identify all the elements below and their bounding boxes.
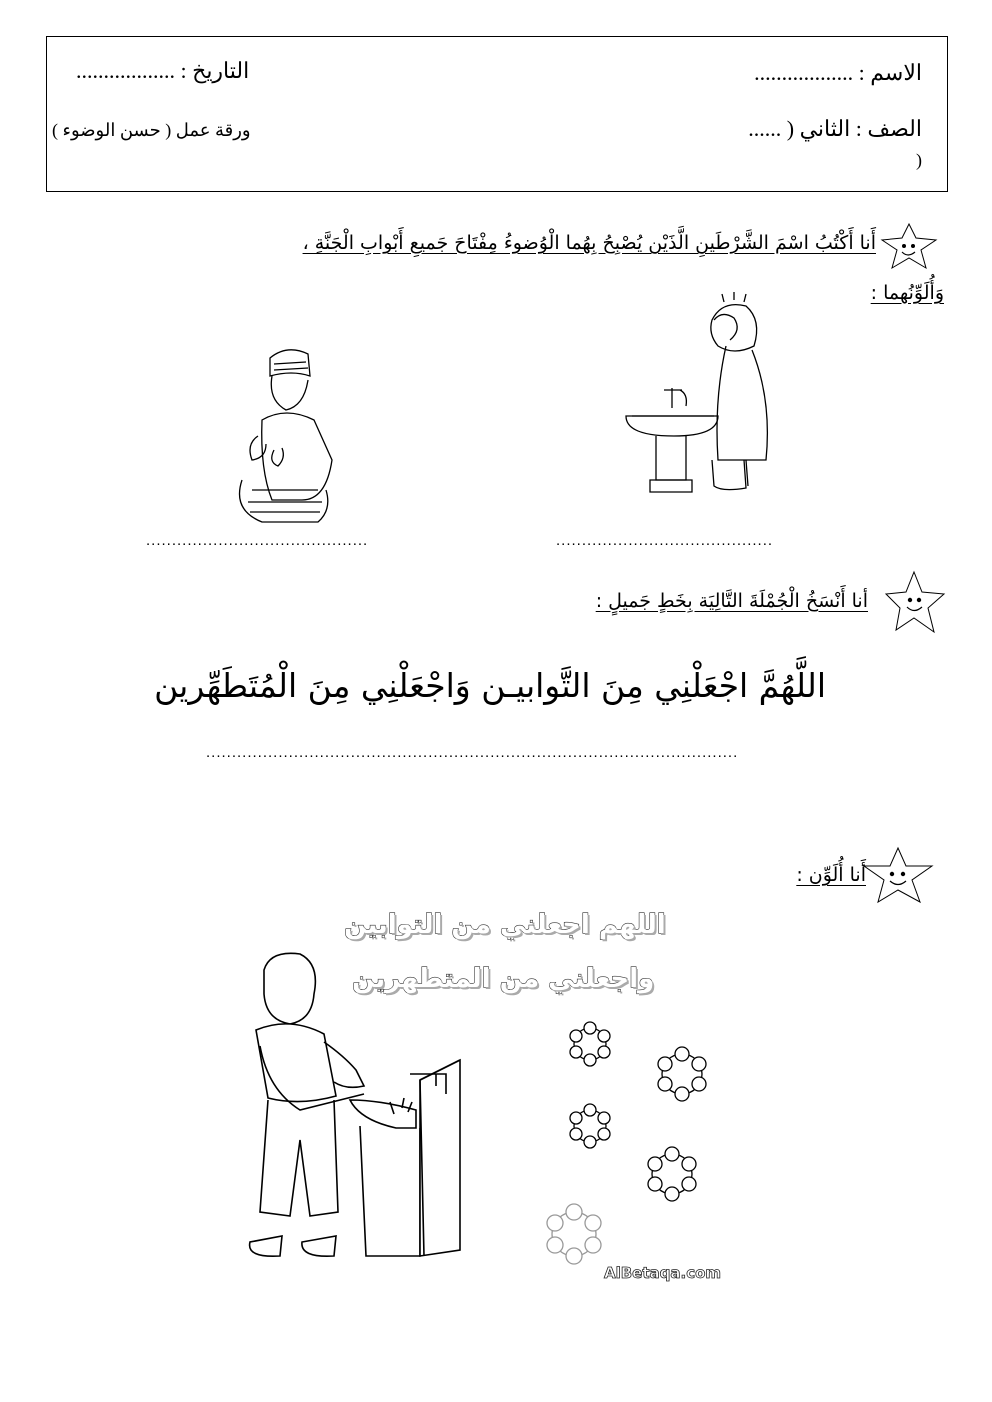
- star-face-icon: [884, 570, 946, 634]
- star-face-icon: [878, 222, 940, 270]
- star-face-icon: [862, 846, 934, 904]
- section1-instruction-line1: أَنا أَكْتُبُ اسْمَ الشَّرْطَينِ الَّذَيْن يُصْبِحُ بِهُما الْوُضوءُ مِفْتَاحَ جَميعِ أَبْوابِ الْجَنَّةِ ،: [302, 232, 876, 254]
- copy-answer-line[interactable]: .......................................................................................................: [206, 744, 739, 761]
- flower-icon: [547, 1204, 601, 1264]
- class-field[interactable]: الصف : الثاني ( ......: [748, 116, 922, 141]
- washing-boy-illustration: [622, 290, 782, 500]
- flowers-decoration: [536, 1022, 736, 1282]
- coloring-text-line1: اللهم اجعلني من التوابين: [344, 910, 666, 940]
- prayer-text: اللَّهُمَّ اجْعَلْنِي مِنَ التَّوابيـن وَاجْعَلْنِي مِنَ الْمُتَطَهِّرين: [154, 666, 826, 705]
- coloring-text-line2: واجعلني من المتطهرين: [352, 964, 655, 994]
- section1-instruction-line2: وَأُلَوِّنُهما :: [870, 282, 944, 304]
- flower-icon: [570, 1022, 610, 1066]
- flower-icon: [648, 1147, 696, 1201]
- praying-boy-illustration: [222, 340, 342, 530]
- section3-instruction: أَنا أُلَوِّن :: [796, 864, 866, 886]
- worksheet-title: ورقة عمل ( حسن الوضوء ): [52, 120, 251, 140]
- section2-instruction: أنا أَنْسَخُ الْجُمْلَةَ التَّالِيَة بِخَطٍ جَميلٍ :: [595, 590, 868, 612]
- handwashing-boy-illustration: [240, 950, 470, 1270]
- flower-icon: [658, 1047, 706, 1101]
- answer-line-right[interactable]: ..........................................: [556, 532, 774, 549]
- answer-line-left[interactable]: ...........................................: [146, 532, 369, 549]
- name-field[interactable]: الاسم : ..................: [754, 60, 922, 85]
- flower-icon: [570, 1104, 610, 1148]
- watermark: AlBetaqa.com: [604, 1264, 722, 1282]
- date-field[interactable]: التاريخ : ..................: [76, 58, 250, 83]
- class-close-paren: (: [916, 150, 922, 170]
